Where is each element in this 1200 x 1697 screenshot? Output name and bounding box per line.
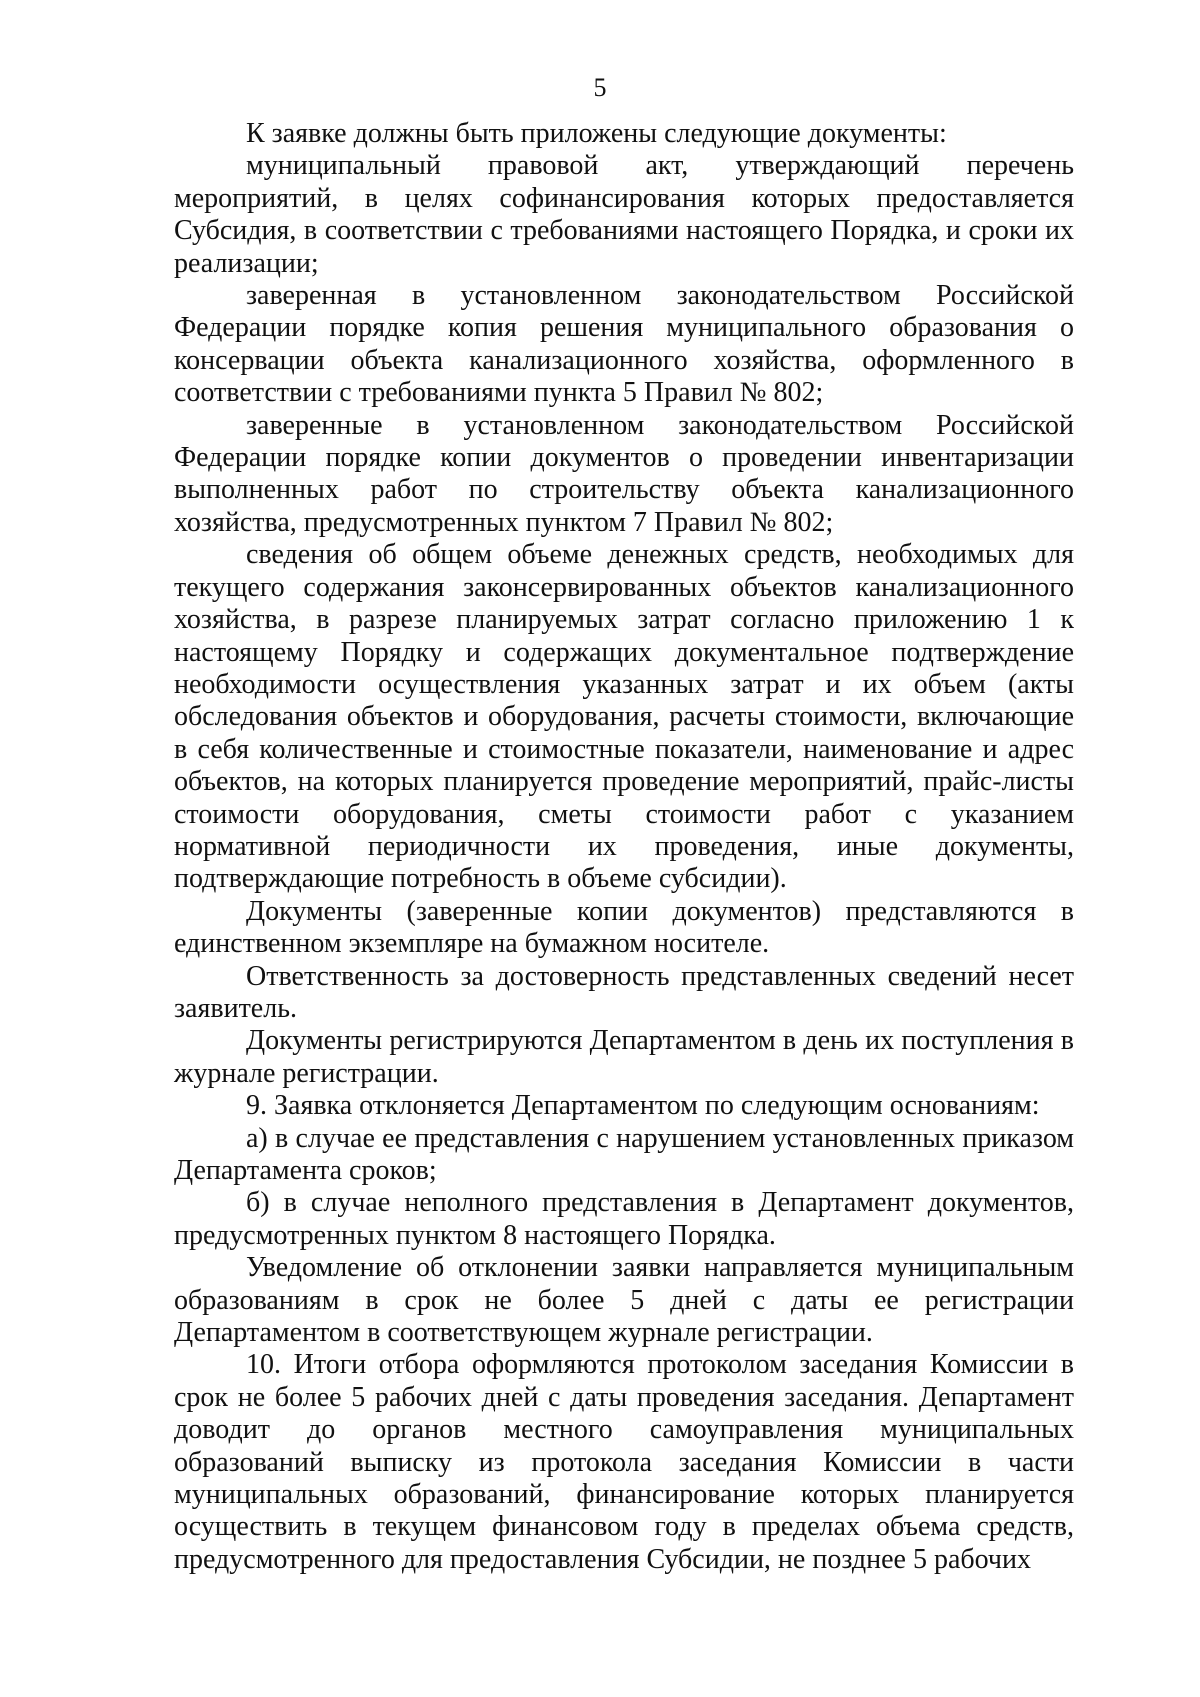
paragraph-rejection-a: а) в случае ее представления с нарушением установленных приказом Департамента сроков; (174, 1122, 1074, 1186)
paragraph-registration: Документы регистрируются Департаментом в день их поступления в журнале регистрации. (174, 1025, 1074, 1089)
document-body (174, 118, 1074, 1576)
paragraph-selection-results: 10. Итоги отбора оформляются протоколом заседания Комиссии в срок не более 5 рабочих дней с даты проведения заседания. Департамент доводит до органов местного самоуправления муниципальных образований выписку из протокола заседания Комиссии в части муниципальных образований, финансирование которых планируется осуществить в текущем финансовом году в пределах объема средств, предусмотренного для предоставления Субсидии, не позднее 5 рабочих (174, 1349, 1074, 1575)
paragraph-conservation-decision: заверенная в установленном законодательством Российской Федерации порядке копия решения муниципального образования о консервации объекта канализационного хозяйства, оформленного в соответствии с требованиями пункта 5 Правил № 802; (174, 280, 1074, 409)
paragraph-inventory-documents: заверенные в установленном законодательством Российской Федерации порядке копии документов о проведении инвентаризации выполненных работ по строительству объекта канализационного хозяйства, предусмотренных пунктом 7 Правил № 802; (174, 409, 1074, 538)
paragraph-funding-information: сведения об общем объеме денежных средств, необходимых для текущего содержания законсервированных объектов канализационного хозяйства, в разрезе планируемых затрат согласно приложению 1 к настоящему Порядку и содержащих документальное подтверждение необходимости осуществления указанных затрат и их объем (акты обследования объектов и оборудования, расчеты стоимости, включающие в себя количественные и стоимостные показатели, наименование и адрес объектов, на которых планируется проведение мероприятий, прайс-листы стоимости оборудования, сметы стоимости работ с указанием нормативной периодичности их проведения, иные документы, подтверждающие потребность в объеме субсидии). (174, 539, 1074, 895)
paragraph-municipal-act: муниципальный правовой акт, утверждающий перечень мероприятий, в целях софинансирования которых предоставляется Субсидия, в соответствии с требованиями настоящего Порядка, и сроки их реализации; (174, 150, 1074, 279)
paragraph-attachments-intro: К заявке должны быть приложены следующие документы: (246, 118, 947, 149)
paragraph-rejection-grounds: 9. Заявка отклоняется Департаментом по следующим основаниям: (246, 1090, 1040, 1122)
paragraph-rejection-b: б) в случае неполного представления в Департамент документов, предусмотренных пунктом 8 настоящего Порядка. (174, 1187, 1074, 1251)
page-number: 5 (593, 73, 607, 102)
paragraph-single-copy: Документы (заверенные копии документов) представляются в единственном экземпляре на бумажном носителе. (174, 895, 1074, 960)
paragraph-rejection-notice: Уведомление об отклонении заявки направляется муниципальным образованиям в срок не более 5 дней с даты ее регистрации Департаментом в соответствующем журнале регистрации. (174, 1252, 1074, 1349)
paragraph-responsibility: Ответственность за достоверность представленных сведений несет заявитель. (174, 960, 1074, 1024)
